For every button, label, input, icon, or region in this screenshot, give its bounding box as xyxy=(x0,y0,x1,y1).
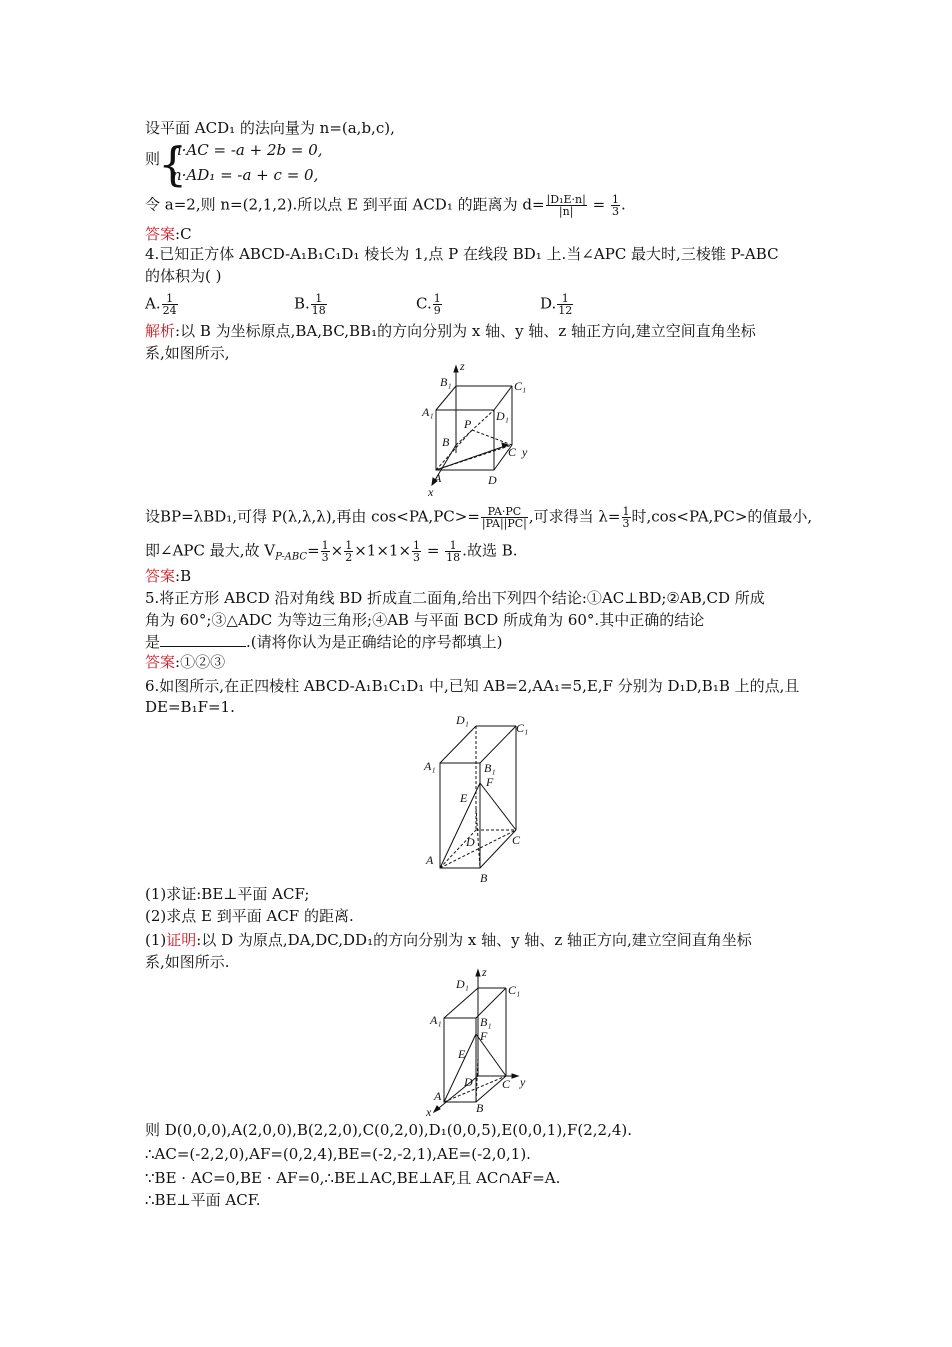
volume-mul: ×1×1× xyxy=(354,541,412,560)
proof-label: 证明 xyxy=(166,931,197,949)
fig1-label-c: C xyxy=(508,445,517,459)
fig3-label-b: B xyxy=(476,1101,484,1115)
analysis-label: 解析 xyxy=(145,322,176,340)
fig1-edge-d1c1 xyxy=(494,386,512,410)
dot-products-line: ∵BE · AC=0,BE · AF=0,∴BE⊥AC,BE⊥AF,且 AC∩AF=A. xyxy=(145,1169,561,1187)
distance-denominator: |n| xyxy=(558,205,574,218)
fig2-label-d1: D₁ xyxy=(456,713,469,727)
fig2-label-f: F xyxy=(486,775,494,789)
fig1-label-d1: D₁ xyxy=(496,409,509,423)
question-6-line2: DE=B₁F=1. xyxy=(145,698,235,716)
proof-text: :以 D 为原点,DA,DC,DD₁的方向分别为 x 轴、y 轴、z 轴正方向,建立空间直角坐标 xyxy=(196,931,752,949)
fig1-label-y: y xyxy=(522,445,528,459)
option-d-den: 12 xyxy=(558,304,573,317)
analysis-line2: 系,如图所示, xyxy=(145,344,230,362)
lambda-num: 1 xyxy=(622,505,630,518)
fig1-z-arrow xyxy=(454,366,458,372)
volume-f3 xyxy=(412,540,421,563)
distance-fraction xyxy=(546,194,587,217)
distance-end: . xyxy=(620,195,626,214)
fig3-label-z: z xyxy=(482,966,487,979)
normal-vector-line: 设平面 ACD₁ 的法向量为 n=(a,b,c), xyxy=(145,119,395,137)
fig2-label-c: C xyxy=(512,833,521,847)
option-c-num: 1 xyxy=(433,292,441,305)
answer-3-label: 答案 xyxy=(145,653,176,671)
proof-prefix: (1) xyxy=(145,931,167,949)
option-b-den: 18 xyxy=(311,304,326,317)
fig3-label-d: D xyxy=(464,1075,473,1089)
fig3-label-e: E xyxy=(458,1047,466,1061)
distance-result-num: 1 xyxy=(611,193,619,206)
conclusion-line: ∴BE⊥平面 ACF. xyxy=(145,1191,261,1209)
analysis-text: :以 B 为坐标原点,BA,BC,BB₁的方向分别为 x 轴、y 轴、z 轴正方向,建立空间直角坐标 xyxy=(175,322,756,340)
distance-text: 令 a=2,则 n=(2,1,2).所以点 E 到平面 ACD₁ 的距离为 d= xyxy=(145,195,545,214)
cos-fraction xyxy=(481,506,528,529)
cos-denominator: |PA||PC| xyxy=(481,517,527,530)
fig3-label-a1: A₁ xyxy=(430,1013,442,1027)
option-d-frac xyxy=(557,293,573,316)
volume-line xyxy=(145,540,815,568)
fig2-edge-bc xyxy=(480,830,516,868)
fig1-label-b: B xyxy=(442,435,450,449)
fig2-edge-a1d1 xyxy=(440,726,476,763)
fig1-label-a: A xyxy=(434,471,442,485)
setup-mid: ,可求得当 λ= xyxy=(528,507,621,526)
answer-2-label: 答案 xyxy=(145,567,176,585)
fig1-label-b1: B₁ xyxy=(440,375,452,389)
question-5-post: .(请将你认为是正确结论的序号都填上) xyxy=(246,633,503,651)
fig2-line-eb xyxy=(476,808,480,868)
option-a-letter: A. xyxy=(145,294,161,313)
volume-f1 xyxy=(321,540,330,563)
question-4-line2: 的体积为( ) xyxy=(145,267,222,285)
cos-numerator: PA·PC xyxy=(481,506,528,518)
answer-1 xyxy=(145,224,815,244)
fig3-line-af xyxy=(444,1034,476,1102)
volume-sub: P-ABC xyxy=(275,551,308,563)
volume-f1-den: 3 xyxy=(321,551,329,564)
volume-f4 xyxy=(445,540,461,563)
fig2-label-e: E xyxy=(460,791,468,805)
answer-1-label: 答案 xyxy=(145,225,176,243)
volume-f4-den: 18 xyxy=(446,551,461,564)
volume-f1-num: 1 xyxy=(321,539,329,552)
proof-line1 xyxy=(145,930,815,950)
question-4-line1: 4.已知正方体 ABCD-A₁B₁C₁D₁ 棱长为 1,点 P 在线段 BD₁ 上.当∠APC 最大时,三棱锥 P-ABC xyxy=(145,245,779,263)
cube-figure-1 xyxy=(410,360,540,500)
option-c-frac xyxy=(433,293,442,316)
question-5-line1: 5.将正方形 ABCD 沿对角线 BD 折成直二面角,给出下列四个结论:①AC⊥BD;②AB,CD 所成 xyxy=(145,589,765,607)
fig2-label-a: A xyxy=(426,853,434,867)
fig1-diagonal-bd1 xyxy=(456,410,494,445)
prism-figure-2 xyxy=(420,708,540,886)
fig1-label-c1: C₁ xyxy=(514,379,527,393)
part-1-question: (1)求证:BE⊥平面 ACF; xyxy=(145,885,310,903)
volume-f2-num: 1 xyxy=(345,539,353,552)
answer-3 xyxy=(145,652,815,672)
part-2-question: (2)求点 E 到平面 ACF 的距离. xyxy=(145,907,354,925)
option-a-num: 1 xyxy=(162,293,178,305)
question-6-line1: 6.如图所示,在正四棱柱 ABCD-A₁B₁C₁D₁ 中,已知 AB=2,AA₁=5,E,F 分别为 D₁D,B₁B 上的点,且 xyxy=(145,677,800,695)
option-b-num: 1 xyxy=(311,293,327,305)
fig1-edge-a1b1 xyxy=(436,386,456,410)
answer-blank[interactable] xyxy=(160,632,246,647)
fig2-edge-b1c1 xyxy=(480,726,516,763)
fig3-label-c1: C₁ xyxy=(508,983,521,997)
setup-line1 xyxy=(145,506,815,529)
fig3-label-y: y xyxy=(520,1075,526,1089)
fig3-z-arrow xyxy=(476,970,480,976)
distance-numerator: |D₁E·n| xyxy=(546,193,586,206)
fig3-label-f: F xyxy=(480,1029,488,1043)
question-5-pre: 是 xyxy=(145,633,161,651)
volume-end: .故选 B. xyxy=(462,541,518,560)
option-a-den: 24 xyxy=(162,304,177,317)
option-c-letter: C. xyxy=(416,294,432,313)
coords-line: 则 D(0,0,0),A(2,0,0),B(2,2,0),C(0,2,0),D₁(0,0,5),E(0,0,1),F(2,2,4). xyxy=(145,1121,632,1139)
volume-eq: = xyxy=(307,541,320,560)
answer-1-value: :C xyxy=(175,225,192,243)
fig3-label-b1: B₁ xyxy=(480,1015,492,1029)
system-prefix: 则 xyxy=(145,150,161,168)
question-5-line3 xyxy=(145,632,815,652)
volume-text: 即∠APC 最大,故 V xyxy=(145,541,276,560)
option-a[interactable] xyxy=(145,293,179,316)
answer-3-value: :①②③ xyxy=(175,653,226,671)
system-eq2: n·AD₁ = -a + c = 0, xyxy=(172,166,319,184)
fig3-line-ac xyxy=(444,1076,506,1102)
option-b-letter: B. xyxy=(294,294,310,313)
question-5-line2: 角为 60°;③△ADC 为等边三角形;④AB 与平面 BCD 所成角为 60°.其中正确的结论 xyxy=(145,611,705,629)
volume-f3-num: 1 xyxy=(413,539,421,552)
system-eq1: n·AC = -a + 2b = 0, xyxy=(172,141,323,159)
fig2-label-b: B xyxy=(480,871,488,885)
fig1-label-p: P xyxy=(464,417,472,431)
option-c[interactable] xyxy=(416,293,443,316)
volume-f2-den: 2 xyxy=(345,551,353,564)
fig2-label-a1: A₁ xyxy=(424,759,436,773)
fig2-line-fc xyxy=(480,783,516,830)
vectors-line: ∴AC=(-2,2,0),AF=(0,2,4),BE=(-2,-2,1),AE=(-2,0,1). xyxy=(145,1145,531,1163)
distance-eq: = xyxy=(592,195,606,214)
analysis-line1 xyxy=(145,321,815,341)
volume-f4-num: 1 xyxy=(445,540,461,552)
setup-text: 设BP=λBD₁,可得 P(λ,λ,λ),再由 cos<PA,PC>= xyxy=(145,507,480,526)
fig3-label-x: x xyxy=(426,1105,432,1118)
volume-times: × xyxy=(330,541,344,560)
option-b-frac xyxy=(311,293,327,316)
fig3-label-c: C xyxy=(502,1077,511,1091)
lambda-den: 3 xyxy=(622,517,630,530)
fig2-label-c1: C₁ xyxy=(516,721,529,735)
proof-line2: 系,如图所示. xyxy=(145,953,230,971)
answer-2 xyxy=(145,566,815,586)
fig2-label-b1: B₁ xyxy=(484,761,496,775)
option-d-num: 1 xyxy=(557,293,573,305)
answer-2-value: :B xyxy=(175,567,192,585)
fig3-label-d1: D₁ xyxy=(456,977,469,991)
fig3-y-arrow xyxy=(512,1074,518,1078)
option-b[interactable] xyxy=(294,293,328,316)
prism-figure-3 xyxy=(420,966,540,1118)
fig3-x-arrow xyxy=(434,1106,440,1112)
distance-result-den: 3 xyxy=(611,205,619,218)
option-a-frac xyxy=(162,293,178,316)
setup-end: 时,cos<PA,PC>的值最小, xyxy=(631,507,813,526)
fig1-line-pc xyxy=(472,430,512,445)
volume-f2 xyxy=(344,540,353,563)
lambda-fraction xyxy=(622,506,631,529)
fig2-label-d: D xyxy=(466,835,475,849)
option-d-letter: D. xyxy=(540,294,557,313)
fig3-label-a: A xyxy=(434,1089,442,1103)
fig1-label-z: z xyxy=(460,360,465,373)
fig2-front-face xyxy=(440,763,480,868)
fig3-edge-a1d1 xyxy=(444,988,478,1018)
option-d[interactable] xyxy=(540,293,574,316)
fig1-label-x: x xyxy=(428,485,434,499)
volume-eq2: = xyxy=(426,541,440,560)
option-c-den: 9 xyxy=(433,304,441,317)
fig3-edge-b1c1 xyxy=(476,988,506,1018)
distance-result xyxy=(611,194,620,217)
fig1-label-d: D xyxy=(488,473,497,487)
volume-f3-den: 3 xyxy=(413,551,421,564)
fig1-label-a1: A₁ xyxy=(422,405,434,419)
distance-line xyxy=(145,194,815,217)
system-brace: { xyxy=(158,137,188,191)
